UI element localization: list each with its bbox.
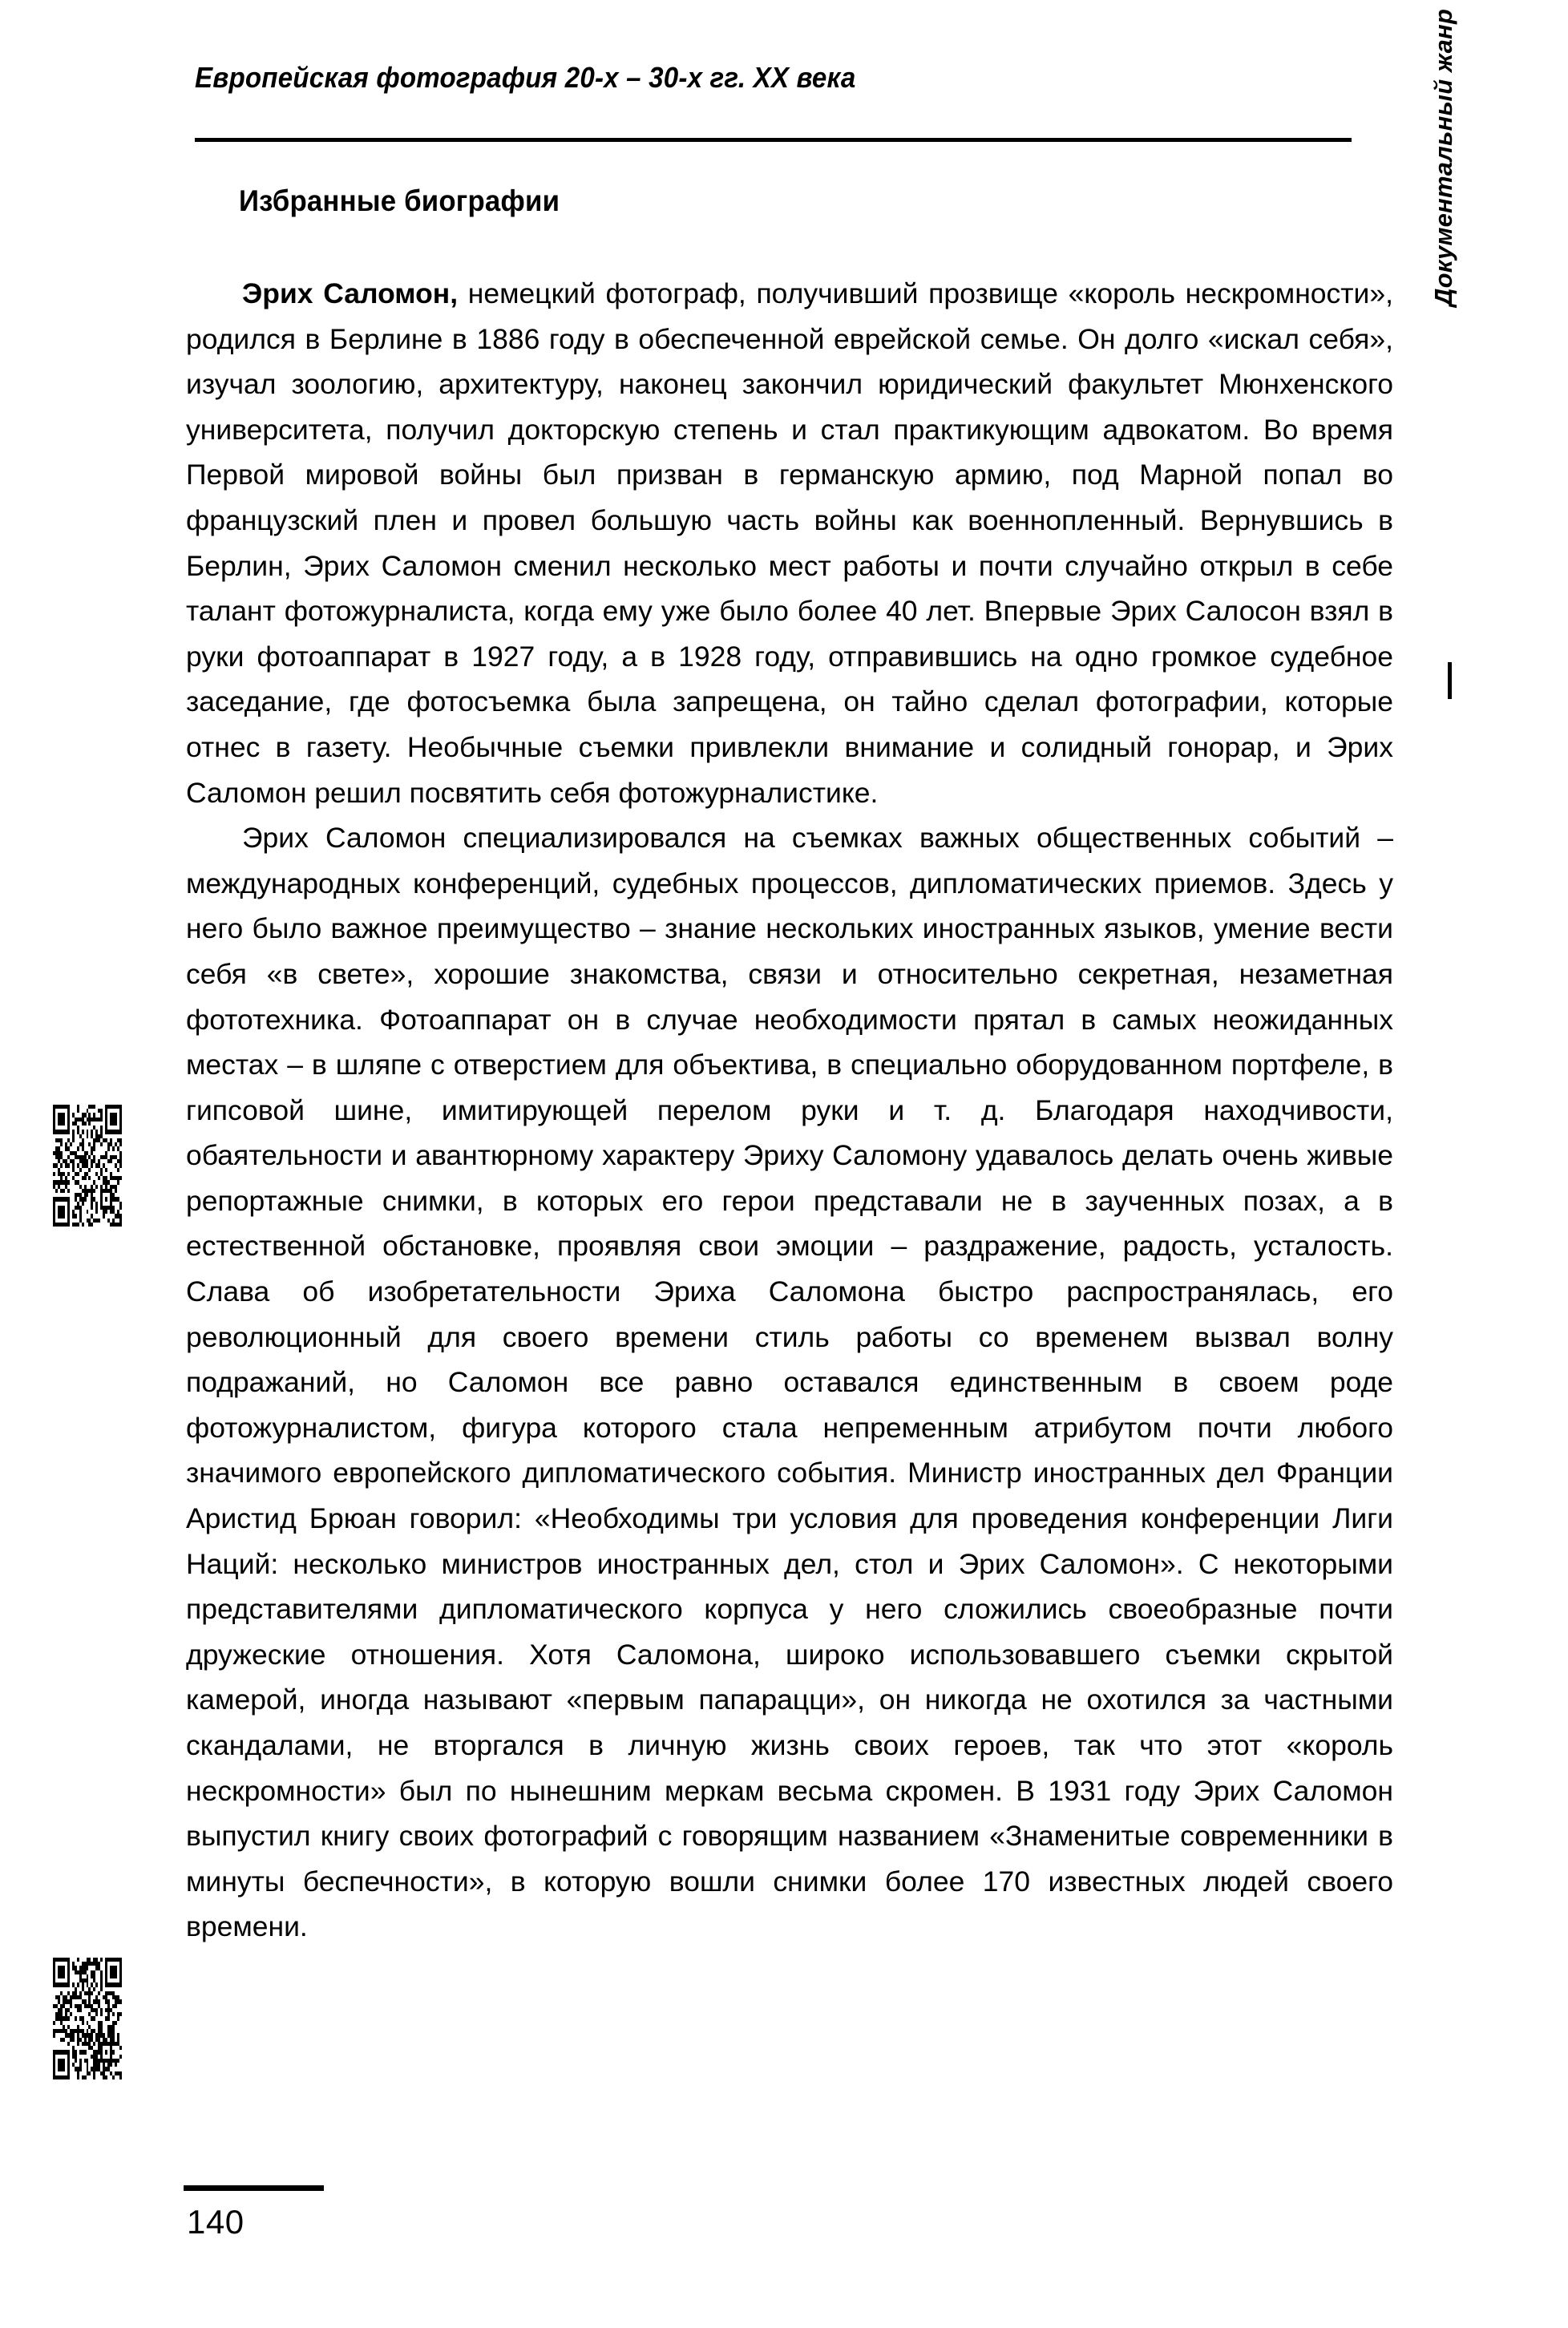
- running-head: Европейская фотография 20-х – 30-х гг. XX века: [195, 61, 856, 94]
- paragraph-erich-salomon-career: Эрих Саломон специализировался на съемках важных общественных событий – международных конференций, судебных процессов, дипломатических приемов. Здесь у него было важное преимущество – знание нескольких иностранных языков, умение вести себя «в свете», хорошие знакомства, связи и относительно секретная, незаметная фототехника. Фотоаппарат он в случае необходимости прятал в самых неожиданных местах – в шляпе с отверстием для объектива, в специально оборудованном портфеле, в гипсовой шине, имитирующей перелом руки и т. д. Благодаря находчивости, обаятельности и авантюрному характеру Эриху Саломону удавалось делать очень живые репортажные снимки, в которых его герои представали не в заученных позах, а в естественной обстановке, проявляя свои эмоции – раздражение, радость, усталость. Слава об изобретательности Эриха Саломона быстро распространялась, его революционный для своего времени стиль работы со временем вызвал волну подражаний, но Саломон все равно оставался единственным в своем роде фотожурналистом, фигура которого стала непременным атрибутом почти любого значимого европейского дипломатического события. Министр иностранных дел Франции Аристид Брюан говорил: «Необходимы три условия для проведения конференции Лиги Наций: несколько министров иностранных дел, стол и Эрих Саломон». С некоторыми представителями дипломатического корпуса у него сложились своеобразные почти дружеские отношения. Хотя Саломона, широко использовавшего съемки скрытой камерой, иногда называют «первым папарацци», он никогда не охотился за частными скандалами, не вторгался в личную жизнь своих героев, так что этот «король нескромности» был по нынешним меркам весьма скромен. В 1931 году Эрих Саломон выпустил книгу своих фотографий с говорящим названием «Знаменитые современники в минуты беспечности», в которую вошли снимки более 170 известных людей своего времени.: [186, 822, 1393, 1943]
- side-tab-label: Документальный жанр: [1429, 8, 1457, 306]
- paragraph-erich-salomon-intro: [186, 271, 1393, 815]
- qr-code-bottom[interactable]: [53, 1958, 122, 2079]
- lead-name-erich-salomon: Эрих Саломон,: [242, 277, 459, 309]
- side-tab-rule: [1448, 662, 1452, 699]
- header-rule: [195, 138, 1352, 142]
- section-heading: Избранные биографии: [239, 184, 560, 217]
- paragraph-1-text: немецкий фотограф, получивший прозвище «король нескромности», родился в Берлине в 1886 году в обеспеченной еврейской семье. Он долго «искал себя», изучал зоологию, архитектуру, наконец закончил юридический факультет Мюнхенского университета, получил докторскую степень и стал практикующим адвокатом. Во время Первой мировой войны был призван в германскую армию, под Марной попал во французский плен и провел большую часть войны как военнопленный. Вернувшись в Берлин, Эрих Саломон сменил несколько мест работы и почти случайно открыл в себе талант фотожурналиста, когда ему уже было более 40 лет. Впервые Эрих Салосон взял в руки фотоаппарат в 1927 году, а в 1928 году, отправившись на одно громкое судебное заседание, где фотосъемка была запрещена, он тайно сделал фотографии, которые отнес в газету. Необычные съемки привлекли внимание и солидный гонорар, и Эрих Саломон решил посвятить себя фотожурналистике.: [186, 277, 1393, 809]
- body-text-column: [186, 271, 1393, 1950]
- page-number: 140: [187, 2203, 244, 2241]
- footer-rule: [184, 2185, 324, 2191]
- qr-code-top[interactable]: [53, 1105, 122, 1227]
